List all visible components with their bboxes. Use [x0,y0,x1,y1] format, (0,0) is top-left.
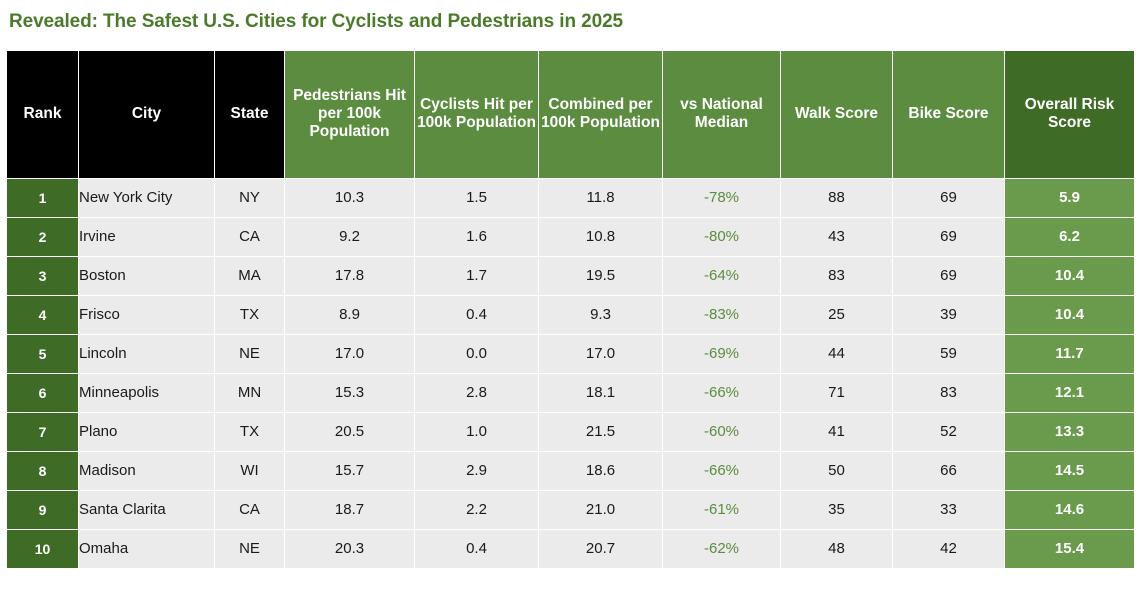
cell-rank: 1 [7,178,79,217]
cell-bike-score: 39 [893,295,1005,334]
cell-cyclists: 0.4 [415,529,539,568]
cell-overall: 11.7 [1005,334,1135,373]
cell-vs-median: -62% [663,529,781,568]
cell-combined: 10.8 [539,217,663,256]
cell-vs-median: -60% [663,412,781,451]
cell-city: Santa Clarita [79,490,215,529]
cell-rank: 10 [7,529,79,568]
cell-overall: 10.4 [1005,256,1135,295]
cell-bike-score: 69 [893,217,1005,256]
table-row [7,256,1135,295]
cell-rank: 3 [7,256,79,295]
cell-cyclists: 1.7 [415,256,539,295]
cell-bike-score: 83 [893,373,1005,412]
cell-city: Irvine [79,217,215,256]
cell-bike-score: 69 [893,178,1005,217]
cell-rank: 6 [7,373,79,412]
cell-city: Madison [79,451,215,490]
cell-combined: 9.3 [539,295,663,334]
cell-bike-score: 33 [893,490,1005,529]
cell-combined: 18.6 [539,451,663,490]
cell-state: CA [215,217,285,256]
cell-pedestrians: 15.7 [285,451,415,490]
table-row [7,451,1135,490]
cell-pedestrians: 15.3 [285,373,415,412]
cell-vs-median: -78% [663,178,781,217]
safest-cities-table [6,50,1135,569]
cell-state: WI [215,451,285,490]
cell-cyclists: 1.5 [415,178,539,217]
cell-pedestrians: 10.3 [285,178,415,217]
cell-vs-median: -66% [663,451,781,490]
cell-state: CA [215,490,285,529]
column-header-combined: Combined per 100k Population [539,50,663,178]
column-header-rank: Rank [7,50,79,178]
cell-city: New York City [79,178,215,217]
cell-cyclists: 2.2 [415,490,539,529]
column-header-walk-score: Walk Score [781,50,893,178]
cell-bike-score: 66 [893,451,1005,490]
cell-overall: 5.9 [1005,178,1135,217]
table-row [7,334,1135,373]
cell-combined: 21.5 [539,412,663,451]
column-header-pedestrians: Pedestrians Hit per 100k Population [285,50,415,178]
cell-city: Omaha [79,529,215,568]
column-header-state: State [215,50,285,178]
page-title: Revealed: The Safest U.S. Cities for Cyclists and Pedestrians in 2025 [9,11,624,32]
column-header-bike-score: Bike Score [893,50,1005,178]
cell-state: NY [215,178,285,217]
cell-combined: 21.0 [539,490,663,529]
cell-walk-score: 41 [781,412,893,451]
cell-pedestrians: 17.8 [285,256,415,295]
column-header-cyclists: Cyclists Hit per 100k Population [415,50,539,178]
cell-overall: 15.4 [1005,529,1135,568]
cell-combined: 17.0 [539,334,663,373]
column-header-city: City [79,50,215,178]
cell-overall: 12.1 [1005,373,1135,412]
cell-overall: 14.5 [1005,451,1135,490]
cell-vs-median: -80% [663,217,781,256]
table-row [7,217,1135,256]
table-row [7,412,1135,451]
cell-city: Minneapolis [79,373,215,412]
cell-walk-score: 88 [781,178,893,217]
cell-overall: 10.4 [1005,295,1135,334]
cell-state: MA [215,256,285,295]
cell-rank: 4 [7,295,79,334]
cell-state: TX [215,295,285,334]
cell-city: Plano [79,412,215,451]
cell-cyclists: 2.8 [415,373,539,412]
cell-combined: 19.5 [539,256,663,295]
column-header-vs-median: vs National Median [663,50,781,178]
cell-cyclists: 1.6 [415,217,539,256]
cell-bike-score: 52 [893,412,1005,451]
cell-overall: 13.3 [1005,412,1135,451]
cell-rank: 8 [7,451,79,490]
cell-bike-score: 59 [893,334,1005,373]
cell-pedestrians: 18.7 [285,490,415,529]
table-row [7,295,1135,334]
cell-vs-median: -83% [663,295,781,334]
cell-walk-score: 48 [781,529,893,568]
cell-pedestrians: 8.9 [285,295,415,334]
cell-walk-score: 44 [781,334,893,373]
cell-state: TX [215,412,285,451]
cell-walk-score: 71 [781,373,893,412]
cell-vs-median: -64% [663,256,781,295]
cell-pedestrians: 9.2 [285,217,415,256]
cell-pedestrians: 20.3 [285,529,415,568]
table-row [7,529,1135,568]
cell-city: Lincoln [79,334,215,373]
table-row [7,178,1135,217]
table-row [7,490,1135,529]
cell-vs-median: -66% [663,373,781,412]
cell-pedestrians: 20.5 [285,412,415,451]
cell-cyclists: 0.0 [415,334,539,373]
cell-overall: 14.6 [1005,490,1135,529]
cell-combined: 11.8 [539,178,663,217]
cell-combined: 20.7 [539,529,663,568]
table-header-row [7,50,1135,178]
cell-rank: 5 [7,334,79,373]
cell-walk-score: 43 [781,217,893,256]
cell-cyclists: 1.0 [415,412,539,451]
cell-rank: 2 [7,217,79,256]
table-row [7,373,1135,412]
cell-bike-score: 69 [893,256,1005,295]
cell-state: NE [215,529,285,568]
cell-walk-score: 25 [781,295,893,334]
cell-overall: 6.2 [1005,217,1135,256]
cell-state: MN [215,373,285,412]
cell-pedestrians: 17.0 [285,334,415,373]
cell-city: Boston [79,256,215,295]
cell-cyclists: 2.9 [415,451,539,490]
table-header [7,50,1135,178]
cell-walk-score: 50 [781,451,893,490]
cell-vs-median: -69% [663,334,781,373]
cell-combined: 18.1 [539,373,663,412]
column-header-overall: Overall Risk Score [1005,50,1135,178]
cell-city: Frisco [79,295,215,334]
cell-cyclists: 0.4 [415,295,539,334]
cell-rank: 7 [7,412,79,451]
cell-walk-score: 83 [781,256,893,295]
cell-state: NE [215,334,285,373]
table-body [7,178,1135,568]
cell-rank: 9 [7,490,79,529]
cell-bike-score: 42 [893,529,1005,568]
cell-vs-median: -61% [663,490,781,529]
cell-walk-score: 35 [781,490,893,529]
